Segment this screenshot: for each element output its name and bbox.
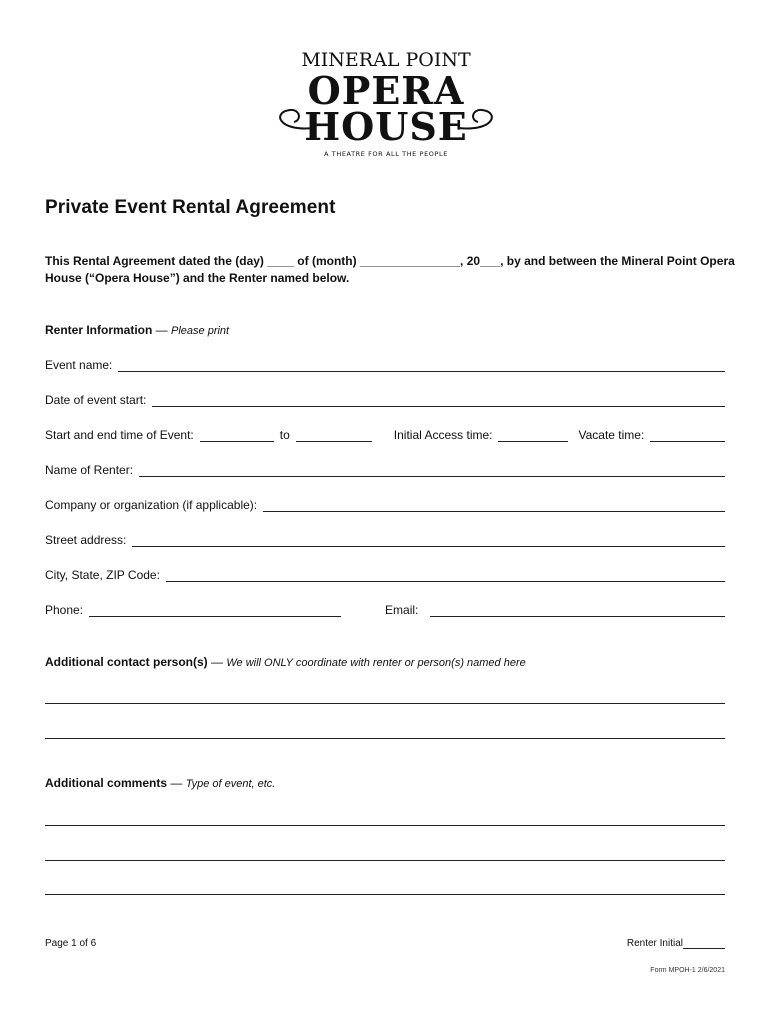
phone-email-row <box>45 601 725 617</box>
city-state-zip-label: City, State, ZIP Code: <box>45 568 160 582</box>
initial-access-field[interactable] <box>498 429 568 442</box>
renter-initial-field[interactable] <box>683 938 725 949</box>
event-name-field[interactable] <box>118 359 725 372</box>
comments-heading <box>45 776 275 790</box>
contact-title: Additional contact person(s) <box>45 655 208 669</box>
date-start-field[interactable] <box>152 394 725 407</box>
contact-line-1[interactable] <box>45 703 725 704</box>
renter-name-field[interactable] <box>139 464 725 477</box>
comments-note: Type of event, etc. <box>185 778 276 790</box>
times-row <box>45 426 725 442</box>
event-name-row <box>45 356 725 372</box>
city-state-zip-row <box>45 566 725 582</box>
city-state-zip-field[interactable] <box>166 569 725 582</box>
street-field[interactable] <box>132 534 725 547</box>
renter-initial-label: Renter Initial <box>626 938 683 949</box>
renter-info-dash: — <box>152 323 172 337</box>
phone-field[interactable] <box>89 604 341 617</box>
comments-line-2[interactable] <box>45 860 725 861</box>
logo-line3: HOUSE <box>304 104 468 149</box>
renter-info-title: Renter Information <box>45 323 153 337</box>
company-row <box>45 496 725 512</box>
street-label: Street address: <box>45 533 127 547</box>
contact-dash: — <box>207 655 227 669</box>
renter-info-heading <box>45 323 229 337</box>
date-start-label: Date of event start: <box>45 393 147 407</box>
start-end-time-label: Start and end time of Event: <box>45 428 194 442</box>
comments-title: Additional comments <box>45 776 168 790</box>
street-row <box>45 531 725 547</box>
to-label: to <box>279 428 290 442</box>
event-name-label: Event name: <box>45 358 113 372</box>
renter-name-row <box>45 461 725 477</box>
renter-name-label: Name of Renter: <box>45 463 134 477</box>
contact-line-2[interactable] <box>45 738 725 739</box>
company-label: Company or organization (if applicable): <box>45 498 258 512</box>
initial-access-label: Initial Access time: <box>393 428 493 442</box>
contact-note: We will ONLY coordinate with renter or person(s) named here <box>226 657 526 669</box>
renter-initial-block <box>627 938 725 949</box>
email-field[interactable] <box>430 604 725 617</box>
comments-line-3[interactable] <box>45 894 725 895</box>
contact-heading <box>45 655 526 669</box>
start-time-field[interactable] <box>200 429 274 442</box>
vacate-label: Vacate time: <box>578 428 645 442</box>
opera-house-logo <box>268 42 504 162</box>
comments-dash: — <box>167 776 186 790</box>
company-field[interactable] <box>263 499 725 512</box>
email-label: Email: <box>385 603 419 617</box>
end-time-field[interactable] <box>296 429 372 442</box>
comments-line-1[interactable] <box>45 825 725 826</box>
logo-line2: OPERA <box>307 68 465 113</box>
page-title: Private Event Rental Agreement <box>45 197 336 218</box>
logo-line1: MINERAL POINT <box>301 49 471 71</box>
page-number: Page 1 of 6 <box>45 938 97 949</box>
renter-info-note: Please print <box>171 325 230 337</box>
vacate-field[interactable] <box>650 429 725 442</box>
date-start-row <box>45 391 725 407</box>
phone-label: Phone: <box>45 603 84 617</box>
intro-paragraph: This Rental Agreement dated the (day) ____ of (month) _______________, 20___, by and between the Mineral Point Opera House (“Opera House”) and the Renter named below. <box>45 254 735 285</box>
logo-tagline: A THEATRE FOR ALL THE PEOPLE <box>324 150 448 158</box>
form-code: Form MPOH-1 2/6/2021 <box>650 967 725 974</box>
